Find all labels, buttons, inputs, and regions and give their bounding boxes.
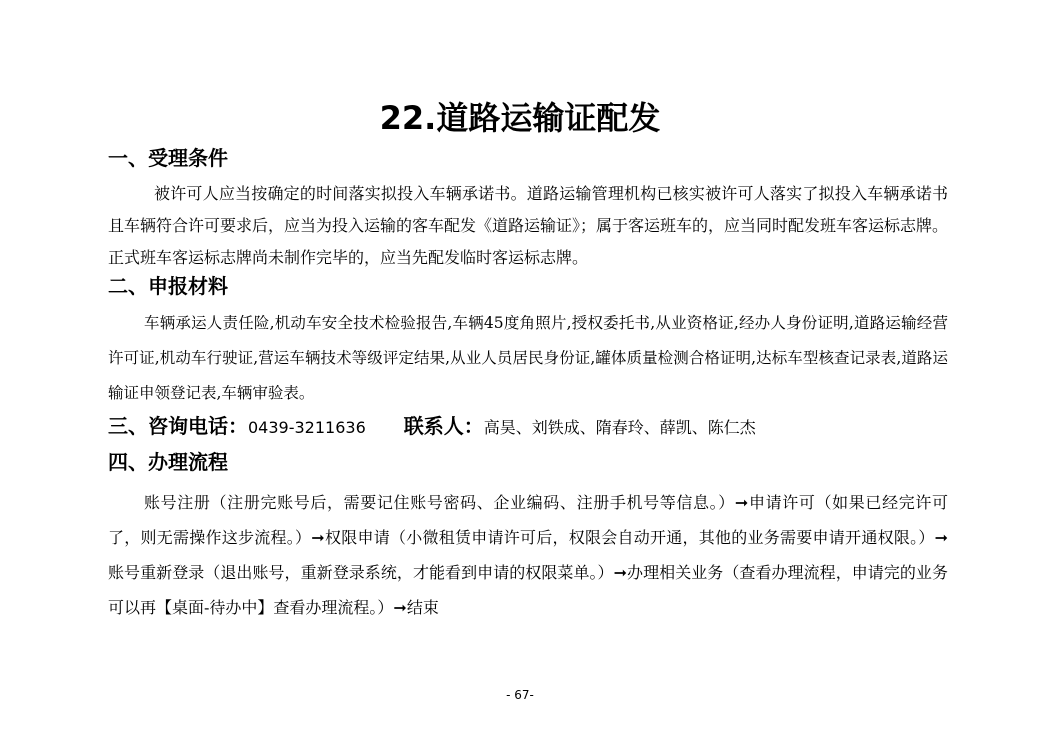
contact-person-label: 联系人： [403, 414, 484, 438]
phone-label: 三、咨询电话： [108, 414, 248, 438]
contact-row [108, 410, 756, 440]
acceptance-conditions-text: 被许可人应当按确定的时间落实拟投入车辆承诺书。道路运输管理机构已核实被许可人落实了拟投入车辆承诺书且车辆符合许可要求后，应当为投入运输的客车配发《道路运输证》；属于客运班车的，应当同时配发班车客运标志牌。正式班车客运标志牌尚未制作完毕的，应当先配发临时客运标志牌。 [108, 184, 949, 267]
page-title: 22.道路运输证配发 [379, 99, 661, 137]
phone-number: 0439-3211636 [248, 418, 366, 437]
contact-person-names: 高昊、刘铁成、隋春玲、薛凯、陈仁杰 [483, 418, 756, 437]
section-heading-application-materials: 二、申报材料 [108, 274, 228, 298]
page-number: - 67- [506, 688, 534, 702]
section-heading-acceptance-conditions: 一、受理条件 [108, 146, 228, 170]
process-text: 账号注册（注册完账号后，需要记住账号密码、企业编码、注册手机号等信息。）➞申请许可（如果已经完许可了，则无需操作这步流程。）➞权限申请（小微租赁申请许可后，权限会自动开通，其他的业务需要申请开通权限。）➞账号重新登录（退出账号，重新登录系统，才能看到申请的权限菜单。）➞办理相关业务（查看办理流程，申请完的业务可以再【桌面-待办中】查看办理流程。）➞结束 [108, 493, 948, 617]
application-materials-text: 车辆承运人责任险,机动车安全技术检验报告,车辆45度角照片,授权委托书,从业资格证,经办人身份证明,道路运输经营许可证,机动车行驶证,营运车辆技术等级评定结果,从业人员居民身份证,罐体质量检测合格证明,达标车型核查记录表,道路运输证申领登记表,车辆审验表。 [108, 314, 948, 402]
section-heading-process: 四、办理流程 [108, 450, 228, 474]
